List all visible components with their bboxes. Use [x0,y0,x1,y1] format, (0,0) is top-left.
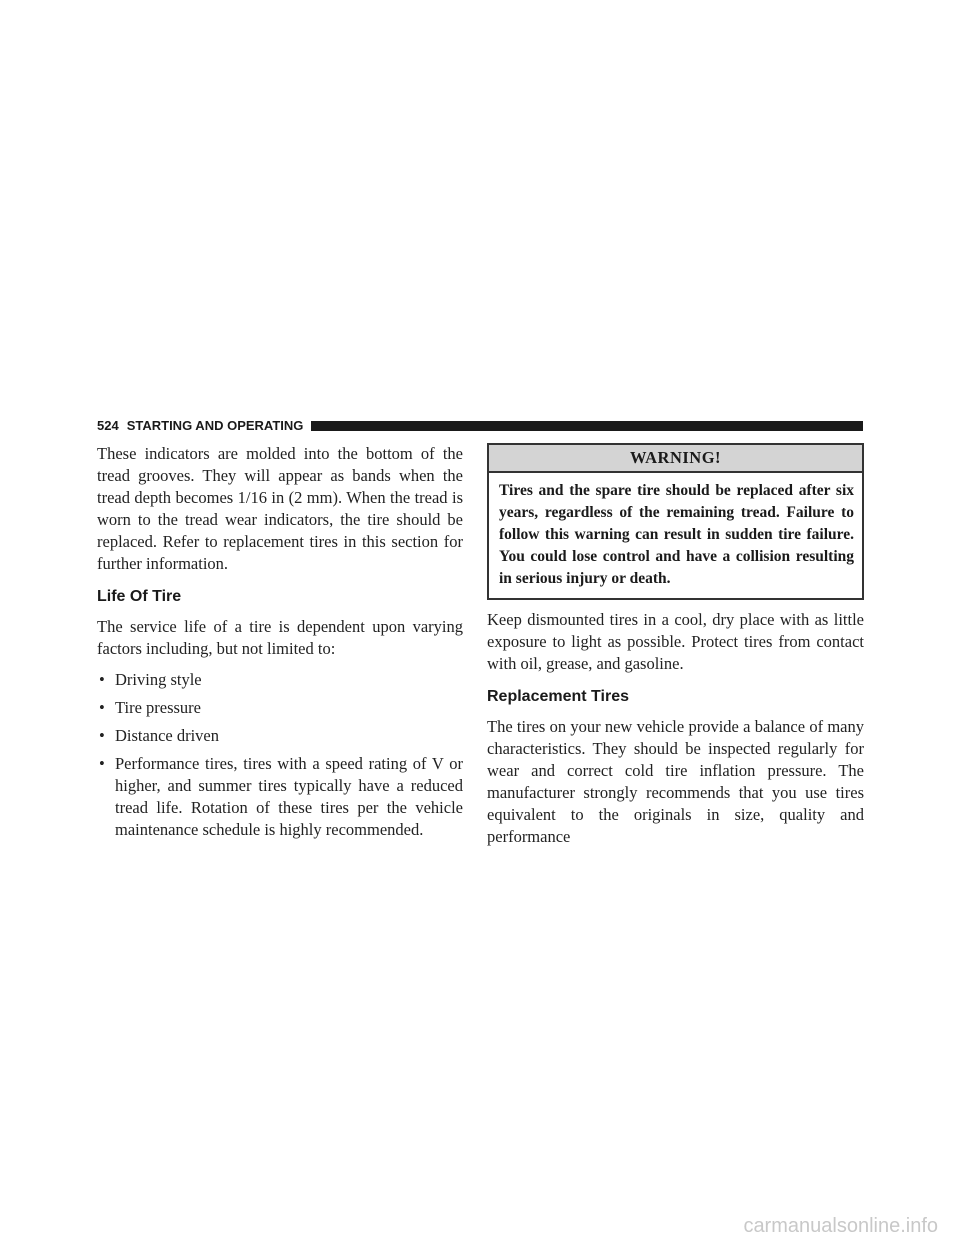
list-item-text: Distance driven [115,726,220,745]
warning-title: WARNING! [489,445,862,473]
bullet-icon: • [99,754,105,773]
bullet-icon: • [99,726,105,745]
intro-paragraph: These indicators are molded into the bottom of the tread grooves. They will appear as bands when the tread depth becomes 1/16 in (2 mm). When the tread is worn to the tread wear indicators, the tire should be replaced. Refer to replacement tires in this section for further information. [97,444,463,573]
life-of-tire-paragraph: The service life of a tire is dependent upon varying factors including, but not limited to: [97,617,463,658]
bullet-icon: • [99,670,105,689]
list-item [97,753,463,841]
list-item-text: Tire pressure [115,698,202,717]
left-column [97,443,463,847]
list-item [97,725,463,747]
watermark: carmanualsonline.info [743,1215,938,1237]
warning-box [487,443,864,600]
page-header [97,418,863,434]
list-item-text: Driving style [115,670,202,689]
life-of-tire-heading: Life Of Tire [97,588,182,605]
factor-list [97,669,463,841]
header-rule [311,421,863,431]
list-item-text: Performance tires, tires with a speed rating of V or higher, and summer tires typically have a reduced tread life. Rotation of these tires per the vehicle maintenance schedule is highly recommended. [115,754,463,839]
bullet-icon: • [99,698,105,717]
replacement-tires-heading: Replacement Tires [487,688,629,705]
right-column [487,443,864,848]
storage-paragraph: Keep dismounted tires in a cool, dry place with as little exposure to light as possible. Protect tires from contact with oil, grease, and gasoline. [487,610,864,673]
section-title: STARTING AND OPERATING [126,418,304,433]
page-number: 524 [97,418,119,433]
list-item [97,697,463,719]
warning-text: Tires and the spare tire should be replaced after six years, regardless of the remaining tread. Failure to follow this warning can result in sudden tire failure. You could lose control and have a collision resulting in serious injury or death. [499,482,854,587]
list-item [97,669,463,691]
replacement-tires-paragraph: The tires on your new vehicle provide a balance of many characteristics. They should be inspected regularly for wear and correct cold tire inflation pressure. The manufacturer strongly recommends that you use tires equivalent to the originals in size, quality and performance [487,717,864,846]
